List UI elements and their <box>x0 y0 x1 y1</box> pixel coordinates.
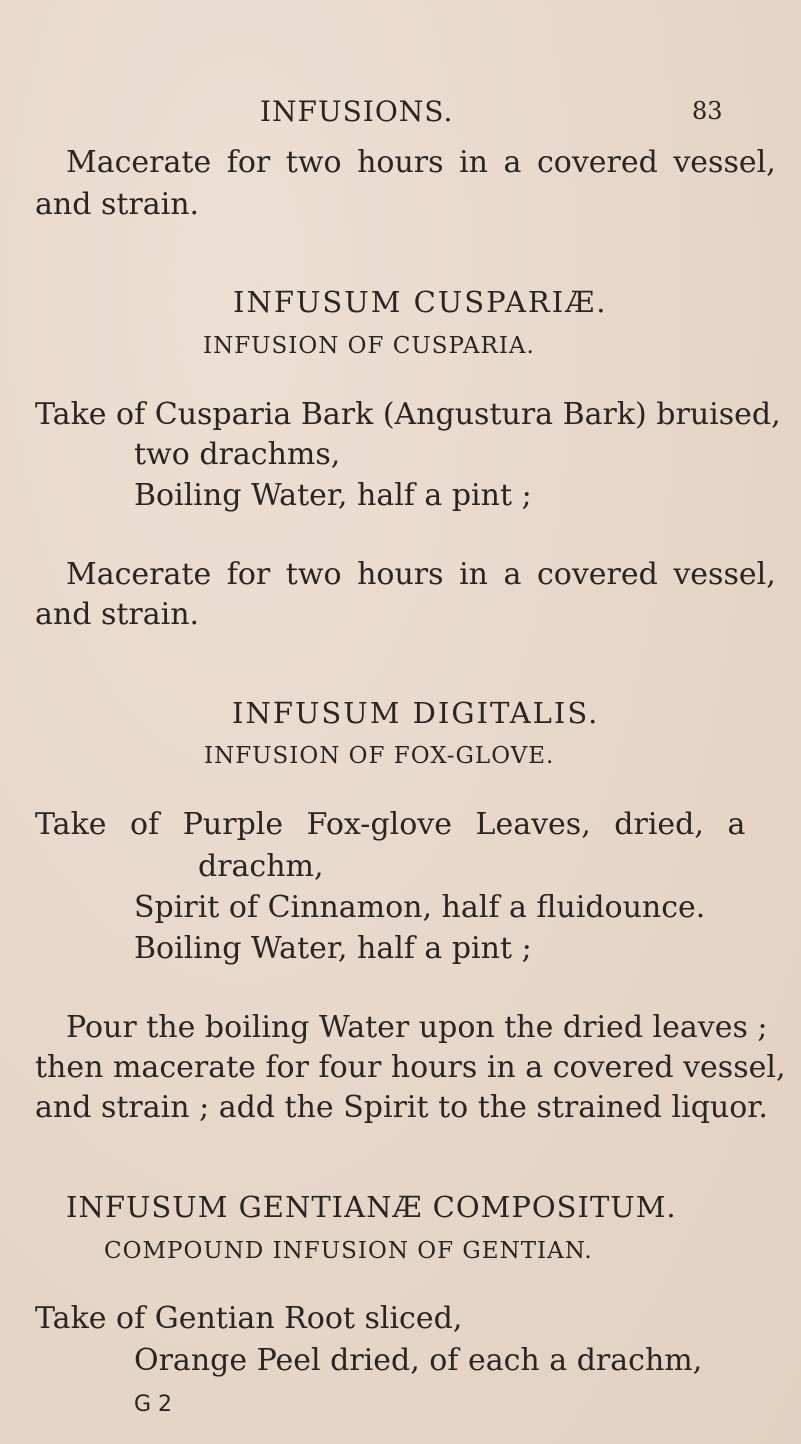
page-number: 83 <box>692 97 723 125</box>
prescription-line: drachm, <box>198 849 324 884</box>
prescription-line: Spirit of Cinnamon, half a fluidounce. <box>134 890 706 925</box>
running-head: INFUSIONS. <box>260 95 454 128</box>
prescription-line: Take of Cusparia Bark (Angustura Bark) bruised, <box>35 397 781 432</box>
method-line: and strain. <box>35 597 200 632</box>
method-line: and strain ; add the Spirit to the strained liquor. <box>35 1090 768 1125</box>
paragraph-line: and strain. <box>35 187 200 222</box>
prescription-line: Boiling Water, half a pint ; <box>134 931 532 966</box>
section-heading-latin: INFUSUM CUSPARIÆ. <box>233 285 608 319</box>
paragraph-line: Macerate for two hours in a covered vessel, <box>66 145 776 180</box>
method-line: then macerate for four hours in a covered vessel, <box>35 1050 786 1085</box>
prescription-line: Orange Peel dried, of each a drachm, <box>134 1343 703 1378</box>
section-heading-latin: INFUSUM GENTIANÆ COMPOSITUM. <box>66 1190 677 1224</box>
prescription-line: two drachms, <box>134 437 341 472</box>
section-heading-english: INFUSION OF CUSPARIA. <box>203 333 535 359</box>
prescription-line: Take of Gentian Root sliced, <box>35 1301 463 1336</box>
prescription-line: Take of Purple Fox-glove Leaves, dried, a <box>35 807 746 842</box>
section-heading-english: COMPOUND INFUSION OF GENTIAN. <box>104 1238 593 1264</box>
method-line: Pour the boiling Water upon the dried leaves ; <box>66 1010 768 1045</box>
section-heading-latin: INFUSUM DIGITALIS. <box>232 696 600 730</box>
signature-mark: G 2 <box>134 1392 173 1417</box>
method-line: Macerate for two hours in a covered vessel, <box>66 557 776 592</box>
section-heading-english: INFUSION OF FOX-GLOVE. <box>204 743 555 769</box>
prescription-line: Boiling Water, half a pint ; <box>134 478 532 513</box>
